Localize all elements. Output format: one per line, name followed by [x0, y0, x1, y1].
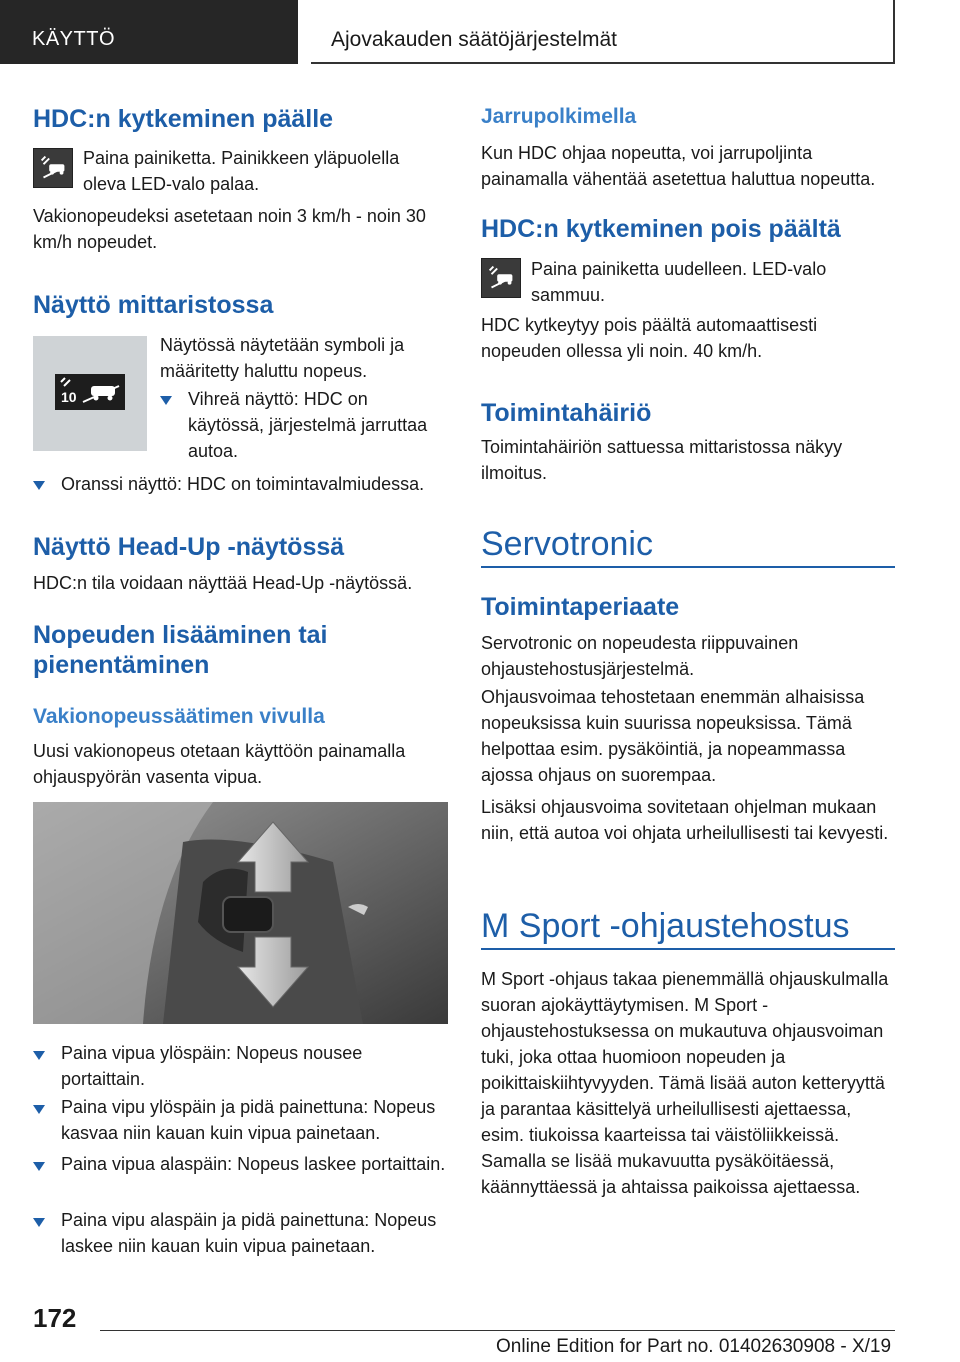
subheading-brake: Jarrupolkimella: [481, 105, 637, 128]
footer-rule: [100, 1330, 895, 1331]
section-tab: [0, 0, 298, 64]
list-bullet-icon: [33, 1218, 45, 1227]
section-title: KÄYTTÖ: [32, 28, 116, 50]
list-bullet-icon: [160, 396, 172, 405]
lever-item-1: Paina vipua ylöspäin: Nopeus nousee portaittain.: [61, 1043, 363, 1089]
chapter-tab: [311, 0, 895, 64]
display-symbol: [55, 374, 125, 410]
display-item-orange: Oranssi näyttö: HDC on toimintavalmiudessa.: [61, 474, 425, 494]
list-bullet-icon: [33, 1051, 45, 1060]
heading-display: Näyttö mittaristossa: [33, 291, 274, 319]
lever-item-3: Paina vipua alaspäin: Nopeus laskee portaittain.: [61, 1154, 446, 1174]
heading-servotronic: Servotronic: [481, 525, 653, 563]
principle-text-1: Servotronic on nopeudesta riippuvainen ohjaustehostusjärjestelmä.: [481, 633, 799, 679]
list-bullet-icon: [33, 1162, 45, 1171]
cluster-display-image: [33, 336, 147, 451]
steering-lever-photo: [33, 802, 448, 1024]
heading-underline: [481, 948, 895, 950]
lever-item-2: Paina vipu ylöspäin ja pidä painettuna: Nopeus kasvaa niin kauan kuin vipua painetaan.: [61, 1097, 436, 1143]
list-bullet-icon: [33, 481, 45, 490]
page-number: 172: [33, 1303, 77, 1333]
heading-underline: [481, 566, 895, 568]
msport-text: M Sport -ohjaus takaa pienemmällä ohjauskulmalla suoran ajokäyttäytymisen. M Sport -ohjaustehostuksessa on mukautuva ohjausvoiman tuki, joka ottaa huomioon nopeuden ja poikittaiskiihtyvyyden. Tämä lisää auton ketteryyttä ja parantaa käsittelyä urheilullisesti ajettaessa, esim. tiukoissa kaarteissa tai väistöliikkeissä. Samalla se lisää mukavuutta pysäköitäessä, käännyttäessä ja ahtaissa paikoissa ajettaessa.: [481, 969, 889, 1197]
hud-text: HDC:n tila voidaan näyttää Head-Up -näytössä.: [33, 573, 413, 593]
subheading-lever: Vakionopeussäätimen vivulla: [33, 705, 325, 728]
speed-range-text: Vakionopeudeksi asetetaan noin 3 km/h - noin 30 km/h nopeudet.: [33, 206, 426, 252]
heading-msport: M Sport -ohjaustehostus: [481, 907, 850, 945]
fault-text: Toimintahäiriön sattuessa mittaristossa näkyy ilmoitus.: [481, 437, 843, 483]
heading-fault: Toimintahäiriö: [481, 399, 652, 427]
hdc-button-icon: [481, 258, 521, 298]
principle-text-2: Ohjausvoimaa tehostetaan enemmän alhaisissa nopeuksissa kuin suurissa nopeuksissa. Tämä helpottaa esim. pysäköintiä, ja nopeammassa ajossa ohjaus on suorempaa.: [481, 687, 865, 785]
display-speed-value: 10: [61, 389, 77, 405]
list-bullet-icon: [33, 1105, 45, 1114]
heading-adjust-speed: Nopeuden lisääminen tai pienentäminen: [33, 621, 328, 679]
principle-text-3: Lisäksi ohjausvoima sovitetaan ohjelman mukaan niin, että autoa voi ohjata urheilullisesti tai kevyesti.: [481, 797, 889, 843]
hdc-on-text: Paina painiketta. Painikkeen yläpuolella oleva LED-valo palaa.: [83, 148, 400, 194]
heading-principle: Toimintaperiaate: [481, 593, 680, 621]
heading-hud: Näyttö Head-Up -näytössä: [33, 533, 345, 561]
hdc-button-icon: [33, 148, 73, 188]
chapter-title: Ajovakauden säätöjärjestelmät: [331, 28, 618, 51]
hdc-off-text: Paina painiketta uudelleen. LED-valo sammuu.: [531, 259, 827, 305]
display-item-green: Vihreä näyttö: HDC on käytössä, järjestelmä jarruttaa autoa.: [188, 389, 428, 461]
auto-off-text: HDC kytkeytyy pois päältä automaattisesti nopeuden ollessa yli noin. 40 km/h.: [481, 315, 818, 361]
lever-text: Uusi vakionopeus otetaan käyttöön painamalla ohjauspyörän vasenta vipua.: [33, 741, 406, 787]
lever-item-4: Paina vipu alaspäin ja pidä painettuna: Nopeus laskee niin kauan kuin vipua painetaan.: [61, 1210, 437, 1256]
display-text: Näytössä näytetään symboli ja määritetty haluttu nopeus.: [160, 335, 405, 381]
heading-hdc-on: HDC:n kytkeminen päälle: [33, 105, 334, 133]
heading-hdc-off: HDC:n kytkeminen pois päältä: [481, 215, 841, 243]
edition-footer: Online Edition for Part no. 01402630908 - X/19: [496, 1336, 892, 1357]
brake-text: Kun HDC ohjaa nopeutta, voi jarrupoljinta painamalla vähentää asetettua haluttua nopeutta.: [481, 143, 876, 189]
